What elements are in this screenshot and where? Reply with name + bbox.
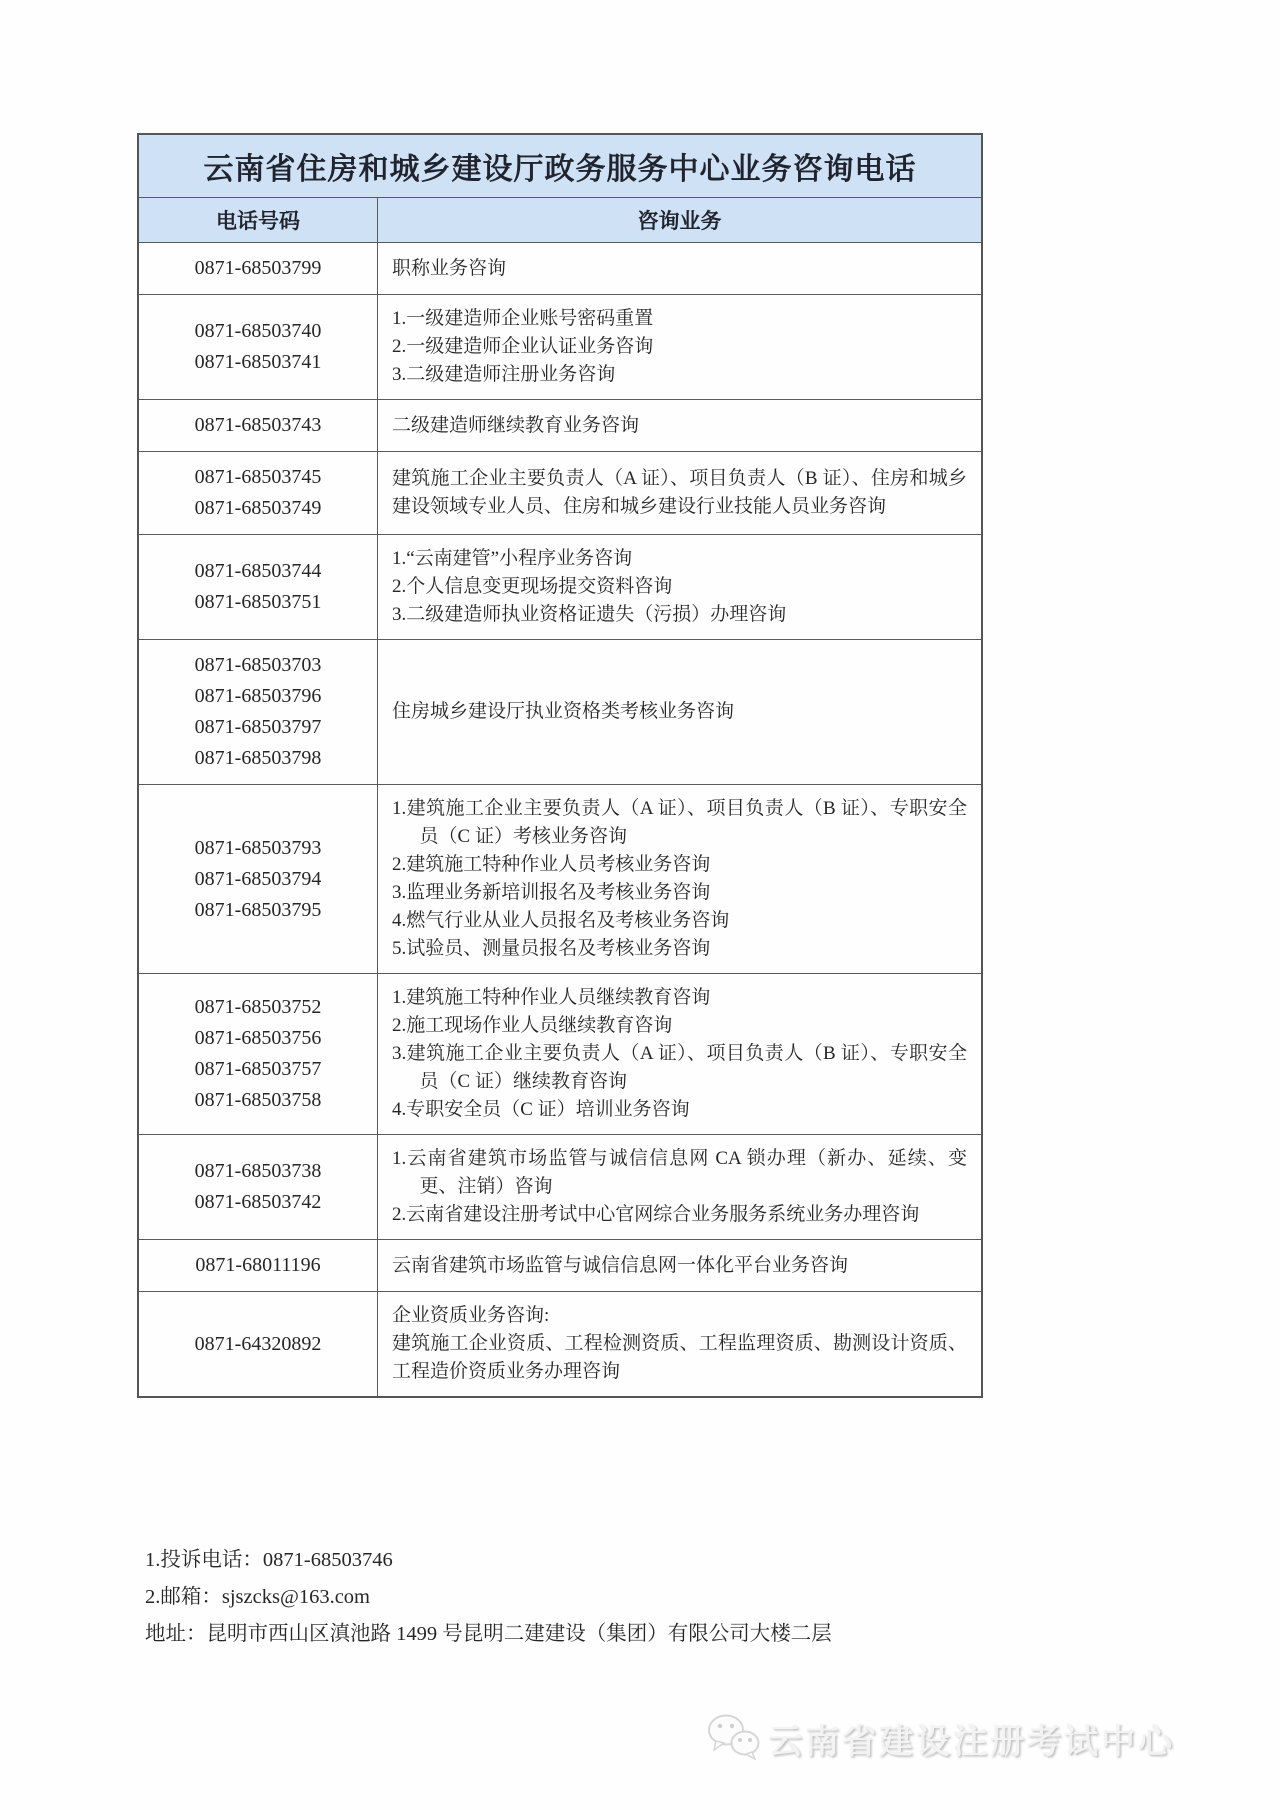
- service-item: 2.施工现场作业人员继续教育咨询: [392, 1015, 673, 1036]
- phone-number: 0871-68503741: [194, 351, 322, 373]
- table-row: [138, 974, 982, 1135]
- service-cell: [378, 1135, 983, 1240]
- note-email: 2.邮箱：sjszcks@163.com: [145, 1586, 370, 1608]
- phone-directory-table-wrap: [137, 133, 983, 1398]
- service-item: 5.试验员、测量员报名及考核业务咨询: [392, 938, 711, 959]
- table-row: [138, 400, 982, 452]
- service-item: 建筑施工企业主要负责人（A 证）、项目负责人（B 证）、住房和城乡建设领域专业人员、住房和城乡建设行业技能人员业务咨询: [392, 468, 967, 517]
- phone-number: 0871-68503795: [194, 898, 322, 921]
- phone-number: 0871-68503749: [194, 497, 322, 519]
- phone-number: 0871-68503758: [194, 1089, 322, 1111]
- service-item: 1.“云南建管”小程序业务咨询: [392, 548, 633, 569]
- phone-number: 0871-68503743: [194, 414, 322, 436]
- table-row: [138, 295, 982, 400]
- service-item: 建筑施工企业资质、工程检测资质、工程监理资质、勘测设计资质、工程造价资质业务办理咨询: [392, 1333, 967, 1382]
- phone-cell: [138, 400, 378, 452]
- phone-number: 0871-68503798: [194, 747, 322, 769]
- service-item: 住房城乡建设厅执业资格类考核业务咨询: [392, 701, 735, 722]
- service-item: 2.建筑施工特种作业人员考核业务咨询: [392, 854, 711, 875]
- service-item: 3.建筑施工企业主要负责人（A 证）、项目负责人（B 证）、专职安全员（C 证）继续教育咨询: [392, 1043, 967, 1092]
- table-row: [138, 640, 982, 785]
- service-item: 企业资质业务咨询:: [392, 1305, 550, 1326]
- phone-number: 0871-68503752: [194, 996, 322, 1018]
- service-item: 1.建筑施工特种作业人员继续教育咨询: [392, 987, 711, 1008]
- table-row: [138, 1135, 982, 1240]
- service-cell: [378, 295, 983, 400]
- table-row: [138, 785, 982, 974]
- phone-number: 0871-68503757: [194, 1058, 322, 1080]
- phone-number: 0871-68503797: [194, 716, 322, 738]
- service-cell: [378, 243, 983, 295]
- phone-cell: [138, 243, 378, 295]
- phone-cell: [138, 640, 378, 785]
- phone-number: 0871-68503793: [194, 836, 322, 859]
- service-cell: [378, 1240, 983, 1292]
- column-header-service: 咨询业务: [378, 198, 983, 243]
- phone-cell: [138, 1292, 378, 1398]
- phone-number: 0871-64320892: [194, 1332, 322, 1355]
- service-item: 职称业务咨询: [392, 257, 507, 279]
- service-item: 1.一级建造师企业账号密码重置: [392, 308, 654, 329]
- phone-cell: [138, 295, 378, 400]
- phone-number: 0871-68503742: [194, 1191, 322, 1213]
- note-complaint-phone: 1.投诉电话：0871-68503746: [145, 1549, 393, 1571]
- service-item: 4.专职安全员（C 证）培训业务咨询: [392, 1099, 690, 1120]
- wechat-icon: [706, 1712, 762, 1765]
- service-cell: [378, 640, 983, 785]
- phone-number: 0871-68503756: [194, 1027, 322, 1049]
- phone-cell: [138, 785, 378, 974]
- column-header-phone: 电话号码: [138, 198, 378, 243]
- service-item: 2.一级建造师企业认证业务咨询: [392, 336, 654, 357]
- service-cell: [378, 785, 983, 974]
- watermark: [706, 1712, 1175, 1765]
- table-row: [138, 535, 982, 640]
- table-row: [138, 452, 982, 535]
- phone-number: 0871-68503796: [194, 685, 322, 707]
- service-item: 2.个人信息变更现场提交资料咨询: [392, 576, 673, 597]
- phone-number: 0871-68011196: [195, 1254, 321, 1276]
- phone-number: 0871-68503744: [194, 560, 322, 582]
- phone-number: 0871-68503740: [194, 320, 322, 342]
- service-cell: [378, 452, 983, 535]
- note-address: 地址：昆明市西山区滇池路 1499 号昆明二建建设（集团）有限公司大楼二层: [145, 1623, 832, 1645]
- phone-number: 0871-68503745: [194, 466, 322, 488]
- phone-directory-table: [137, 133, 983, 1398]
- phone-cell: [138, 974, 378, 1135]
- watermark-label: 云南省建设注册考试中心: [768, 1724, 1175, 1761]
- footer-notes: [145, 1542, 1005, 1653]
- service-item: 3.二级建造师执业资格证遗失（污损）办理咨询: [392, 604, 787, 625]
- service-item: 云南省建筑市场监管与诚信信息网一体化平台业务咨询: [392, 1254, 849, 1276]
- phone-number: 0871-68503751: [194, 591, 322, 613]
- phone-cell: [138, 452, 378, 535]
- service-cell: [378, 400, 983, 452]
- phone-number: 0871-68503703: [194, 654, 322, 676]
- table-row: [138, 243, 982, 295]
- phone-cell: [138, 535, 378, 640]
- service-item: 1.云南省建筑市场监管与诚信信息网 CA 锁办理（新办、延续、变更、注销）咨询: [392, 1148, 967, 1197]
- service-cell: [378, 974, 983, 1135]
- service-cell: [378, 535, 983, 640]
- title-row: [138, 134, 982, 198]
- table-row: [138, 1240, 982, 1292]
- service-item: 3.监理业务新培训报名及考核业务咨询: [392, 882, 711, 903]
- service-item: 3.二级建造师注册业务咨询: [392, 364, 616, 385]
- service-item: 2.云南省建设注册考试中心官网综合业务服务系统业务办理咨询: [392, 1204, 920, 1225]
- phone-number: 0871-68503738: [194, 1160, 322, 1182]
- service-item: 二级建造师继续教育业务咨询: [392, 414, 640, 436]
- phone-number: 0871-68503794: [194, 867, 322, 890]
- table-body: [138, 243, 982, 1398]
- header-row: [138, 198, 982, 243]
- phone-cell: [138, 1240, 378, 1292]
- service-cell: [378, 1292, 983, 1398]
- phone-cell: [138, 1135, 378, 1240]
- page-title: 云南省住房和城乡建设厅政务服务中心业务咨询电话: [138, 134, 982, 198]
- phone-number: 0871-68503799: [194, 257, 322, 279]
- service-item: 4.燃气行业从业人员报名及考核业务咨询: [392, 910, 730, 931]
- service-item: 1.建筑施工企业主要负责人（A 证）、项目负责人（B 证）、专职安全员（C 证）考核业务咨询: [392, 798, 967, 847]
- table-row: [138, 1292, 982, 1398]
